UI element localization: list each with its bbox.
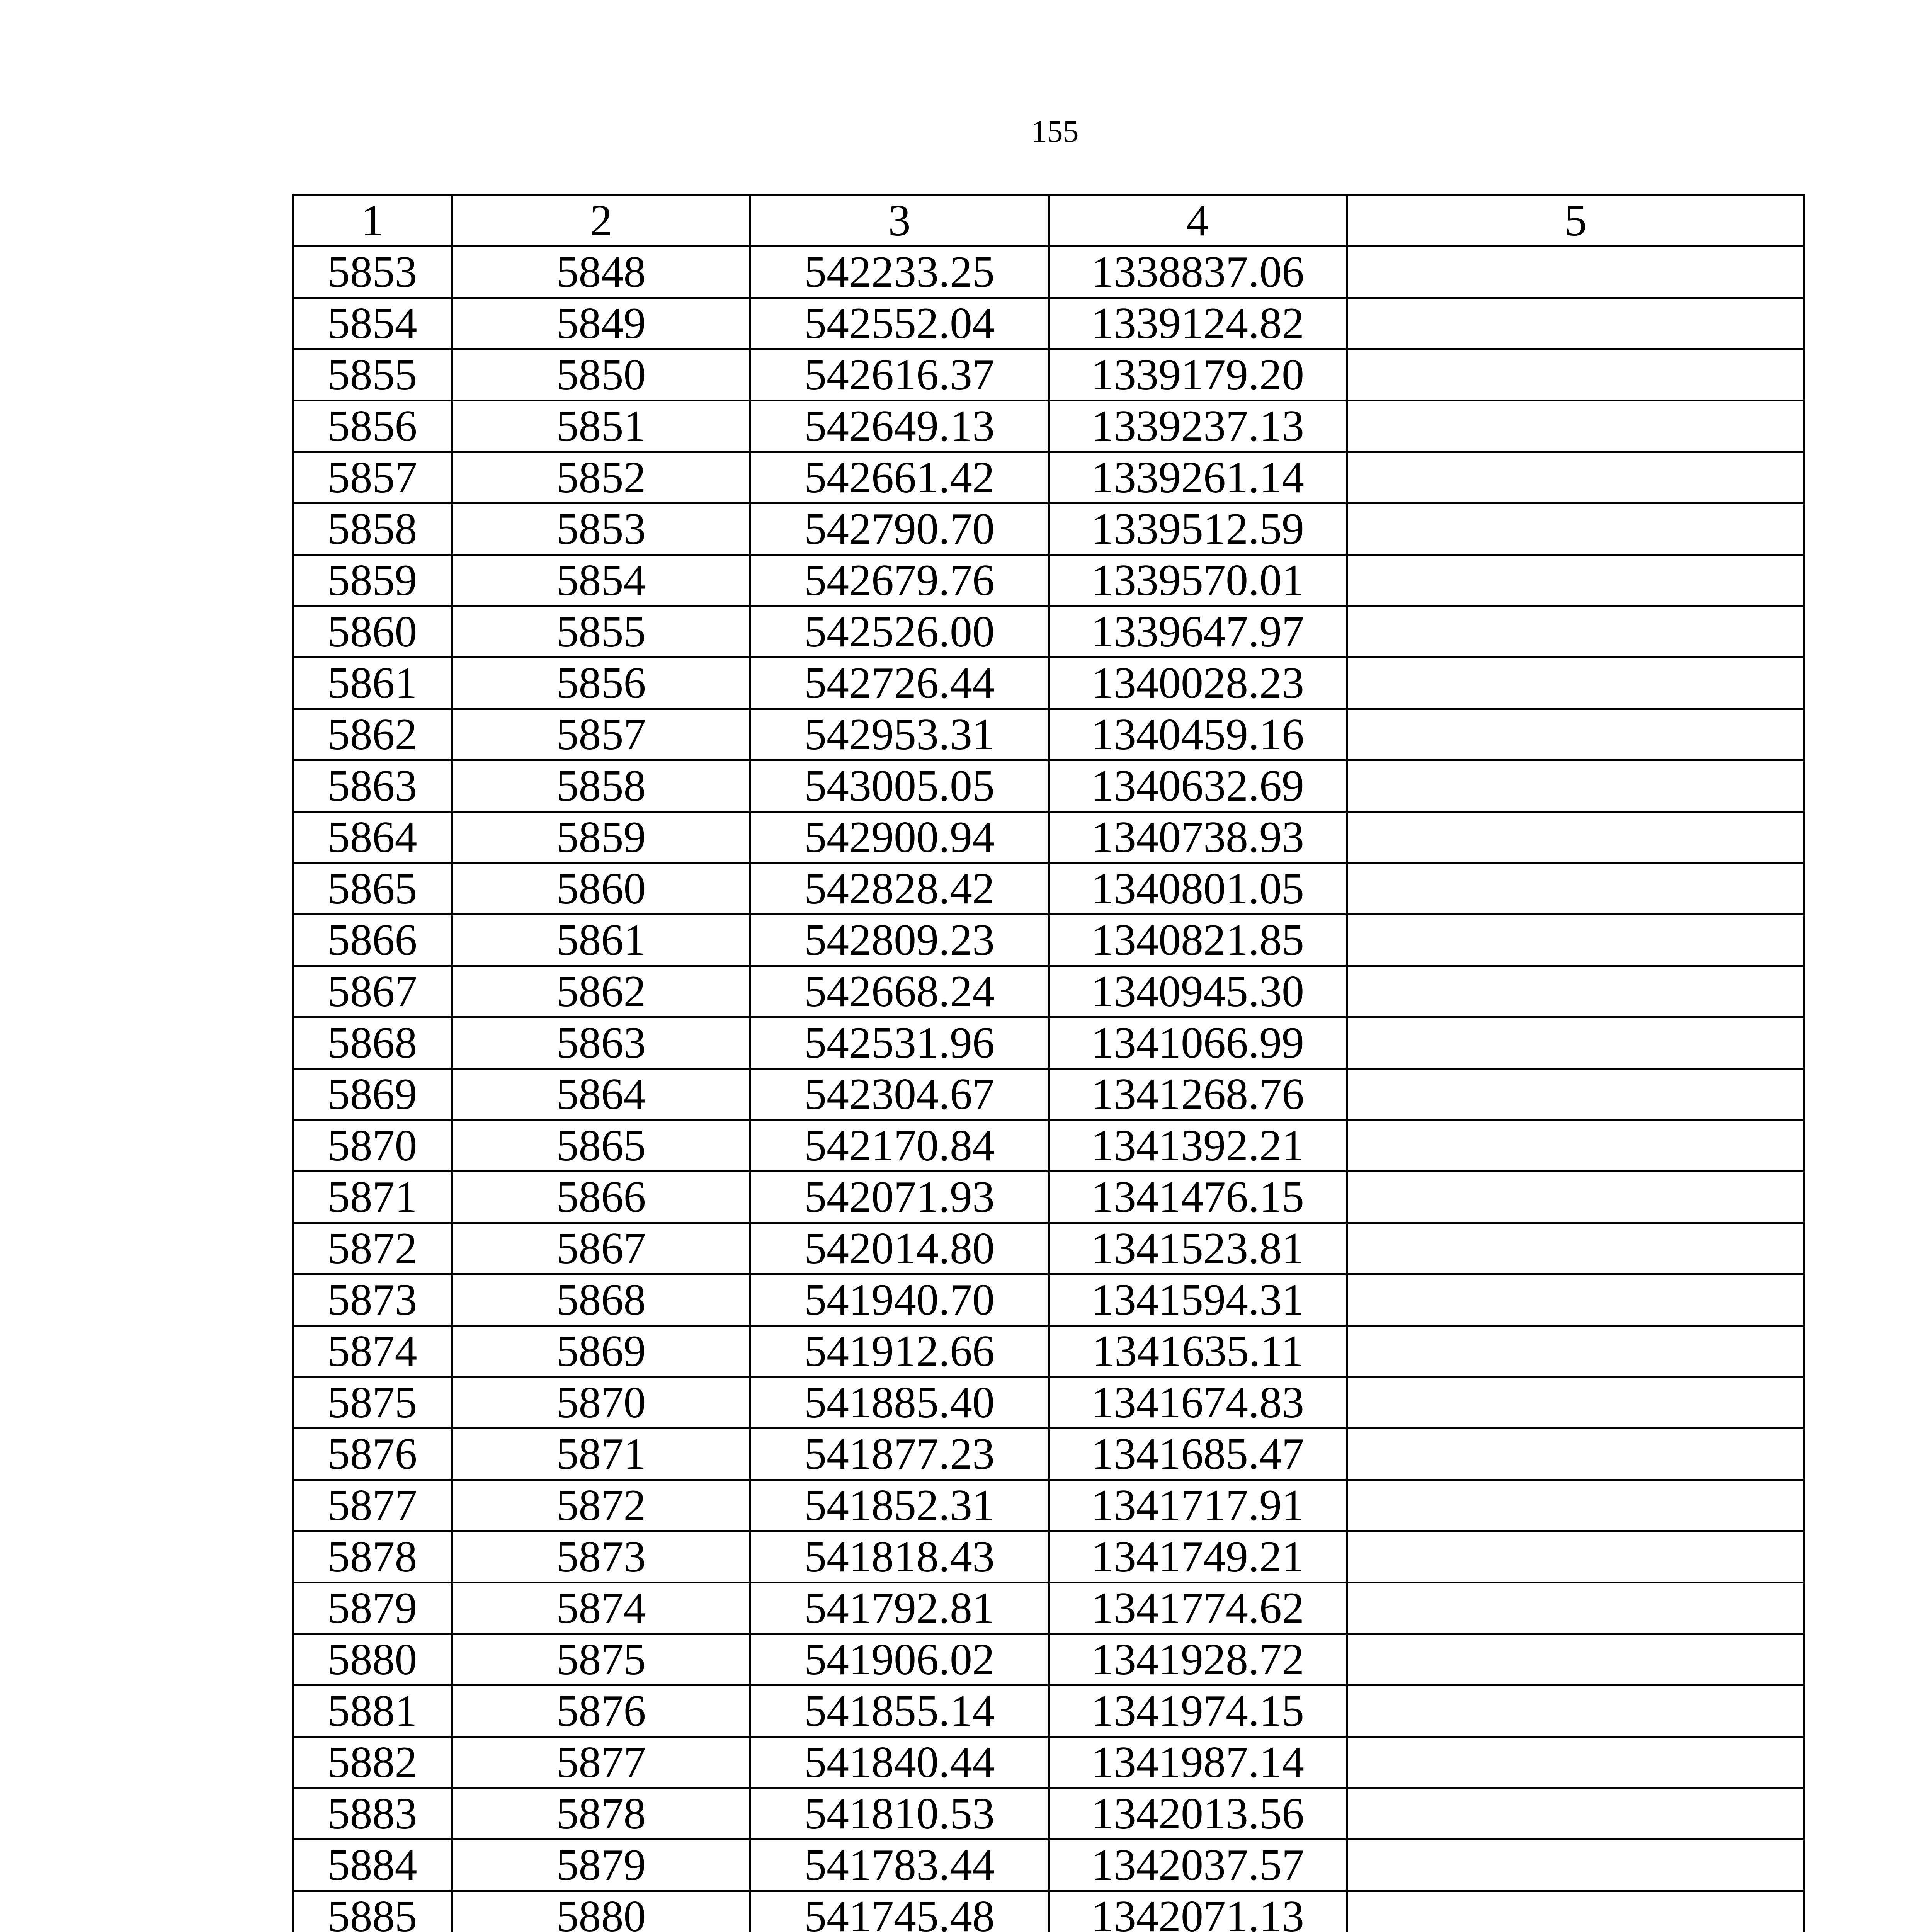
table-cell-col-5	[1347, 1583, 1805, 1634]
table-row	[293, 812, 1805, 863]
table-cell-col-1: 5871	[293, 1172, 452, 1223]
header-row	[293, 195, 1805, 247]
table-row	[293, 1326, 1805, 1377]
table-cell-col-4: 1341685.47	[1049, 1429, 1347, 1480]
table-cell-col-1: 5863	[293, 760, 452, 812]
table-cell-col-5	[1347, 1788, 1805, 1840]
table-cell-col-5	[1347, 1069, 1805, 1120]
table-cell-col-4: 1342013.56	[1049, 1788, 1347, 1840]
table-cell-col-3: 542790.70	[750, 503, 1049, 555]
table-cell-col-4: 1339570.01	[1049, 555, 1347, 606]
table-cell-col-4: 1341635.11	[1049, 1326, 1347, 1377]
table-row	[293, 658, 1805, 709]
table-cell-col-4: 1342071.13	[1049, 1891, 1347, 1932]
page-number: 155	[1031, 114, 1079, 149]
table-cell-col-2: 5854	[452, 555, 750, 606]
table-row	[293, 1274, 1805, 1326]
table-cell-col-4: 1339261.14	[1049, 452, 1347, 503]
table-cell-col-3: 542233.25	[750, 247, 1049, 298]
table-cell-col-2: 5860	[452, 863, 750, 915]
table-cell-col-5	[1347, 349, 1805, 401]
column-header-5: 5	[1347, 195, 1805, 247]
table-cell-col-4: 1338837.06	[1049, 247, 1347, 298]
table-cell-col-4: 1341717.91	[1049, 1480, 1347, 1531]
table-cell-col-5	[1347, 1685, 1805, 1737]
table-cell-col-2: 5853	[452, 503, 750, 555]
column-header-2: 2	[452, 195, 750, 247]
table-row	[293, 452, 1805, 503]
table-cell-col-2: 5875	[452, 1634, 750, 1685]
table-cell-col-1: 5858	[293, 503, 452, 555]
table-row	[293, 1120, 1805, 1172]
table-cell-col-3: 543005.05	[750, 760, 1049, 812]
table-cell-col-3: 542649.13	[750, 401, 1049, 452]
table-cell-col-2: 5864	[452, 1069, 750, 1120]
table-cell-col-1: 5873	[293, 1274, 452, 1326]
table-cell-col-4: 1340801.05	[1049, 863, 1347, 915]
table-cell-col-3: 541840.44	[750, 1737, 1049, 1788]
table-cell-col-3: 542526.00	[750, 606, 1049, 658]
table-cell-col-3: 541852.31	[750, 1480, 1049, 1531]
table-row	[293, 401, 1805, 452]
table-cell-col-5	[1347, 1737, 1805, 1788]
table-cell-col-4: 1341476.15	[1049, 1172, 1347, 1223]
table-cell-col-3: 541906.02	[750, 1634, 1049, 1685]
table-cell-col-2: 5879	[452, 1840, 750, 1891]
table-cell-col-1: 5868	[293, 1017, 452, 1069]
table-row	[293, 1583, 1805, 1634]
table-cell-col-2: 5878	[452, 1788, 750, 1840]
table-cell-col-3: 541877.23	[750, 1429, 1049, 1480]
table-cell-col-3: 541885.40	[750, 1377, 1049, 1429]
table-cell-col-5	[1347, 1840, 1805, 1891]
table-cell-col-1: 5872	[293, 1223, 452, 1274]
table-row	[293, 863, 1805, 915]
table-cell-col-2: 5870	[452, 1377, 750, 1429]
table-row	[293, 1891, 1805, 1932]
table-cell-col-4: 1340821.85	[1049, 915, 1347, 966]
table-cell-col-2: 5874	[452, 1583, 750, 1634]
table-cell-col-4: 1339124.82	[1049, 298, 1347, 349]
table-cell-col-2: 5868	[452, 1274, 750, 1326]
table-cell-col-3: 542828.42	[750, 863, 1049, 915]
table-cell-col-3: 542552.04	[750, 298, 1049, 349]
table-cell-col-5	[1347, 1274, 1805, 1326]
table-cell-col-1: 5885	[293, 1891, 452, 1932]
table-row	[293, 760, 1805, 812]
table-row	[293, 966, 1805, 1017]
table-cell-col-5	[1347, 1172, 1805, 1223]
table-cell-col-3: 541810.53	[750, 1788, 1049, 1840]
table-cell-col-5	[1347, 1480, 1805, 1531]
table-cell-col-3: 542170.84	[750, 1120, 1049, 1172]
table-cell-col-1: 5864	[293, 812, 452, 863]
table-cell-col-3: 542531.96	[750, 1017, 1049, 1069]
table-cell-col-5	[1347, 812, 1805, 863]
table-row	[293, 709, 1805, 760]
table-cell-col-5	[1347, 1223, 1805, 1274]
table-cell-col-5	[1347, 1326, 1805, 1377]
table-cell-col-2: 5873	[452, 1531, 750, 1583]
table-cell-col-5	[1347, 658, 1805, 709]
table-cell-col-1: 5881	[293, 1685, 452, 1737]
table-cell-col-1: 5875	[293, 1377, 452, 1429]
table-cell-col-3: 541783.44	[750, 1840, 1049, 1891]
table-cell-col-1: 5860	[293, 606, 452, 658]
table-row	[293, 247, 1805, 298]
table-cell-col-4: 1340459.16	[1049, 709, 1347, 760]
table-row	[293, 606, 1805, 658]
table-cell-col-3: 542900.94	[750, 812, 1049, 863]
table-cell-col-1: 5866	[293, 915, 452, 966]
table-cell-col-1: 5880	[293, 1634, 452, 1685]
table-row	[293, 555, 1805, 606]
table-cell-col-4: 1341774.62	[1049, 1583, 1347, 1634]
table-cell-col-5	[1347, 863, 1805, 915]
table-row	[293, 503, 1805, 555]
table-cell-col-3: 542809.23	[750, 915, 1049, 966]
table-row	[293, 1531, 1805, 1583]
table-row	[293, 1223, 1805, 1274]
table-cell-col-1: 5865	[293, 863, 452, 915]
table-row	[293, 1069, 1805, 1120]
table-cell-col-2: 5855	[452, 606, 750, 658]
table-cell-col-5	[1347, 1634, 1805, 1685]
table-cell-col-1: 5876	[293, 1429, 452, 1480]
table-cell-col-2: 5856	[452, 658, 750, 709]
table-cell-col-2: 5877	[452, 1737, 750, 1788]
table-cell-col-4: 1342037.57	[1049, 1840, 1347, 1891]
table-cell-col-4: 1341928.72	[1049, 1634, 1347, 1685]
table-cell-col-4: 1339647.97	[1049, 606, 1347, 658]
table-cell-col-2: 5858	[452, 760, 750, 812]
table-cell-col-1: 5862	[293, 709, 452, 760]
table-cell-col-1: 5859	[293, 555, 452, 606]
table-cell-col-3: 542071.93	[750, 1172, 1049, 1223]
table-cell-col-5	[1347, 503, 1805, 555]
table-cell-col-2: 5880	[452, 1891, 750, 1932]
table-cell-col-1: 5855	[293, 349, 452, 401]
table-row	[293, 1634, 1805, 1685]
table-row	[293, 1172, 1805, 1223]
table-cell-col-3: 541818.43	[750, 1531, 1049, 1583]
table-cell-col-1: 5878	[293, 1531, 452, 1583]
table-cell-col-3: 542679.76	[750, 555, 1049, 606]
table-cell-col-5	[1347, 401, 1805, 452]
table-cell-col-2: 5851	[452, 401, 750, 452]
table-cell-col-2: 5848	[452, 247, 750, 298]
table-cell-col-3: 542668.24	[750, 966, 1049, 1017]
table-cell-col-1: 5854	[293, 298, 452, 349]
table-cell-col-2: 5865	[452, 1120, 750, 1172]
table-cell-col-5	[1347, 298, 1805, 349]
table-cell-col-5	[1347, 1377, 1805, 1429]
table-cell-col-3: 541855.14	[750, 1685, 1049, 1737]
table-cell-col-3: 541745.48	[750, 1891, 1049, 1932]
table-cell-col-1: 5874	[293, 1326, 452, 1377]
table-cell-col-1: 5883	[293, 1788, 452, 1840]
table-cell-col-4: 1341974.15	[1049, 1685, 1347, 1737]
table-cell-col-3: 542726.44	[750, 658, 1049, 709]
table-cell-col-1: 5853	[293, 247, 452, 298]
table-body	[293, 247, 1805, 1932]
table-cell-col-2: 5869	[452, 1326, 750, 1377]
table-cell-col-4: 1340028.23	[1049, 658, 1347, 709]
table-cell-col-4: 1339512.59	[1049, 503, 1347, 555]
table-row	[293, 1840, 1805, 1891]
table-row	[293, 915, 1805, 966]
column-header-1: 1	[293, 195, 452, 247]
table-cell-col-5	[1347, 452, 1805, 503]
table-cell-col-4: 1341392.21	[1049, 1120, 1347, 1172]
table-row	[293, 1685, 1805, 1737]
table-cell-col-5	[1347, 555, 1805, 606]
table-cell-col-5	[1347, 1891, 1805, 1932]
table-cell-col-3: 541940.70	[750, 1274, 1049, 1326]
table-cell-col-2: 5871	[452, 1429, 750, 1480]
table-cell-col-5	[1347, 1017, 1805, 1069]
table-cell-col-1: 5869	[293, 1069, 452, 1120]
table-cell-col-1: 5877	[293, 1480, 452, 1531]
table-row	[293, 1377, 1805, 1429]
table-cell-col-2: 5850	[452, 349, 750, 401]
table-cell-col-4: 1339179.20	[1049, 349, 1347, 401]
table-row	[293, 1017, 1805, 1069]
table-row	[293, 1737, 1805, 1788]
table-cell-col-2: 5872	[452, 1480, 750, 1531]
table-cell-col-2: 5862	[452, 966, 750, 1017]
table-cell-col-2: 5857	[452, 709, 750, 760]
table-cell-col-4: 1340945.30	[1049, 966, 1347, 1017]
table-cell-col-2: 5867	[452, 1223, 750, 1274]
table-cell-col-3: 542014.80	[750, 1223, 1049, 1274]
table-cell-col-4: 1341523.81	[1049, 1223, 1347, 1274]
table-cell-col-5	[1347, 1531, 1805, 1583]
column-header-3: 3	[750, 195, 1049, 247]
table-cell-col-5	[1347, 606, 1805, 658]
table-cell-col-1: 5867	[293, 966, 452, 1017]
table-cell-col-2: 5861	[452, 915, 750, 966]
table-cell-col-5	[1347, 915, 1805, 966]
table-cell-col-2: 5849	[452, 298, 750, 349]
table-cell-col-3: 542661.42	[750, 452, 1049, 503]
table-cell-col-3: 542953.31	[750, 709, 1049, 760]
table-cell-col-5	[1347, 1429, 1805, 1480]
table-row	[293, 349, 1805, 401]
table-cell-col-2: 5863	[452, 1017, 750, 1069]
column-header-4: 4	[1049, 195, 1347, 247]
table-cell-col-5	[1347, 247, 1805, 298]
table-cell-col-5	[1347, 760, 1805, 812]
table-cell-col-2: 5852	[452, 452, 750, 503]
table-row	[293, 1480, 1805, 1531]
table-cell-col-1: 5857	[293, 452, 452, 503]
table-cell-col-3: 542304.67	[750, 1069, 1049, 1120]
table-cell-col-4: 1341268.76	[1049, 1069, 1347, 1120]
table-cell-col-5	[1347, 709, 1805, 760]
table-cell-col-3: 542616.37	[750, 349, 1049, 401]
table-cell-col-2: 5866	[452, 1172, 750, 1223]
table-row	[293, 298, 1805, 349]
table-cell-col-2: 5859	[452, 812, 750, 863]
table-cell-col-1: 5870	[293, 1120, 452, 1172]
table-cell-col-1: 5882	[293, 1737, 452, 1788]
table-cell-col-1: 5861	[293, 658, 452, 709]
table-row	[293, 1429, 1805, 1480]
table-cell-col-5	[1347, 1120, 1805, 1172]
table-cell-col-4: 1340738.93	[1049, 812, 1347, 863]
table-cell-col-5	[1347, 966, 1805, 1017]
table-cell-col-3: 541912.66	[750, 1326, 1049, 1377]
table-cell-col-1: 5856	[293, 401, 452, 452]
table-cell-col-4: 1340632.69	[1049, 760, 1347, 812]
table-cell-col-4: 1341987.14	[1049, 1737, 1347, 1788]
table-cell-col-1: 5884	[293, 1840, 452, 1891]
table-cell-col-3: 541792.81	[750, 1583, 1049, 1634]
table-cell-col-4: 1341594.31	[1049, 1274, 1347, 1326]
coordinates-table	[292, 194, 1805, 1932]
table-cell-col-4: 1341066.99	[1049, 1017, 1347, 1069]
table-cell-col-1: 5879	[293, 1583, 452, 1634]
table-cell-col-4: 1339237.13	[1049, 401, 1347, 452]
table-cell-col-4: 1341674.83	[1049, 1377, 1347, 1429]
table-cell-col-4: 1341749.21	[1049, 1531, 1347, 1583]
table-cell-col-2: 5876	[452, 1685, 750, 1737]
table-row	[293, 1788, 1805, 1840]
